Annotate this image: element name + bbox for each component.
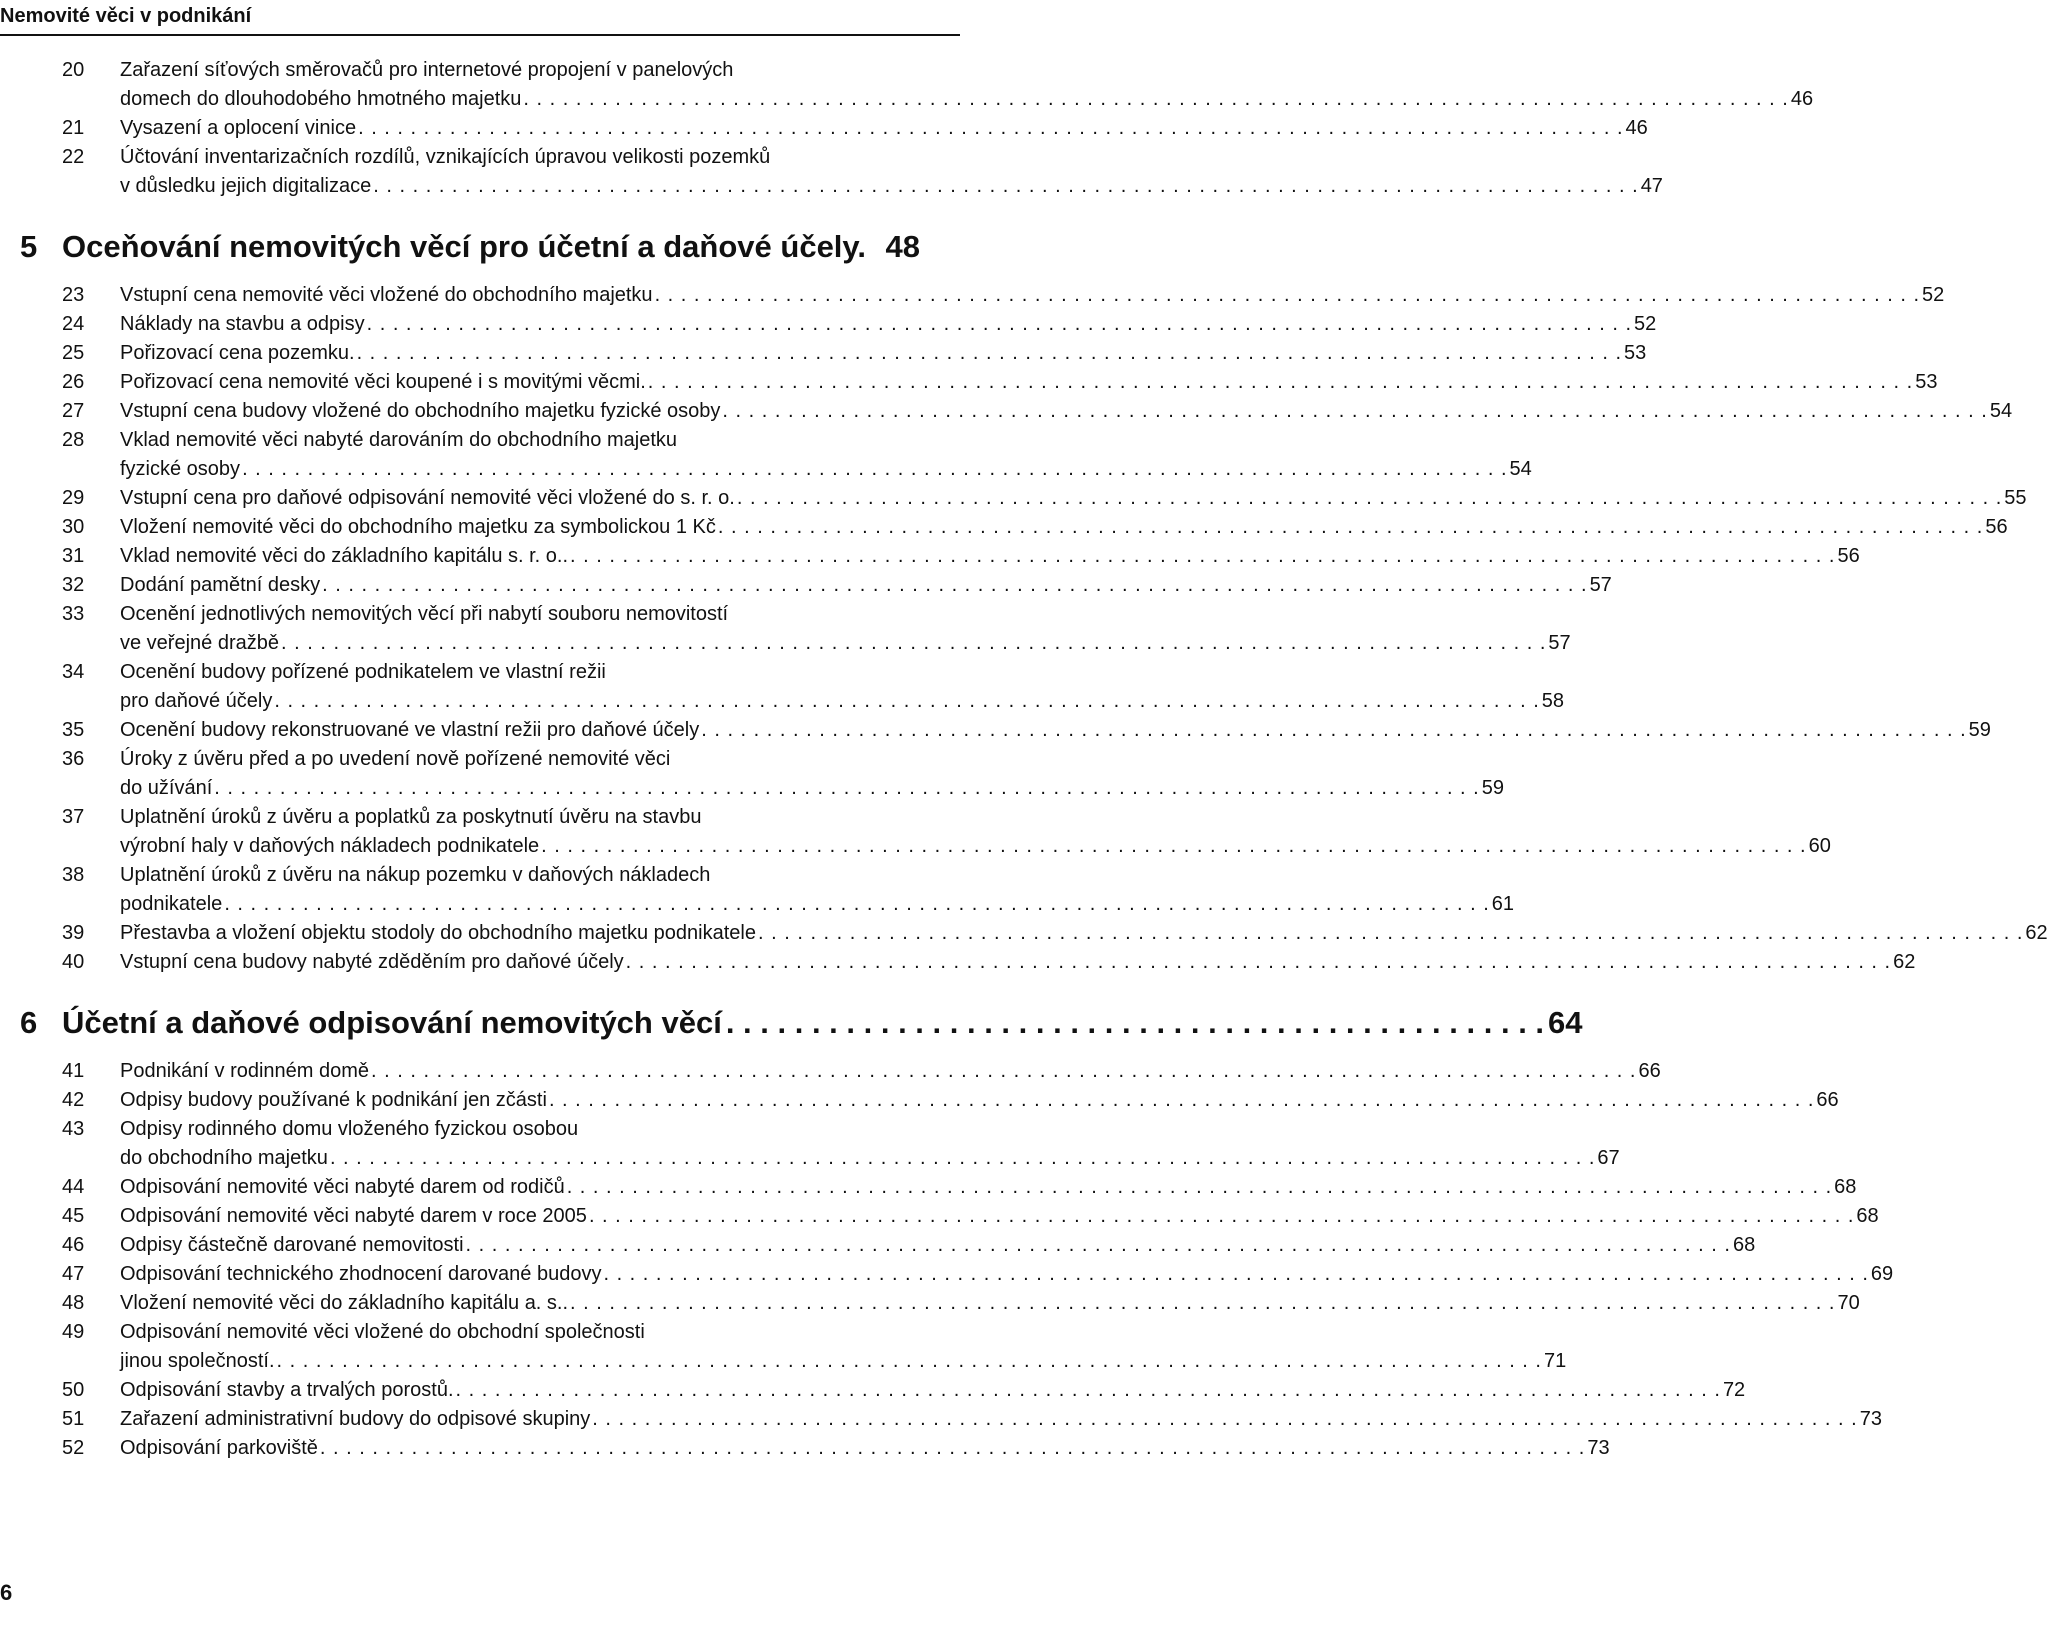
entry-page: 59 <box>1481 777 1504 799</box>
dot-leader <box>274 687 1539 716</box>
entry-page: 73 <box>1859 1408 1882 1430</box>
entry-number: 28 <box>62 429 85 451</box>
dot-leader <box>648 368 1913 397</box>
chapter-heading[interactable] <box>0 227 960 267</box>
running-header <box>0 0 960 36</box>
toc-entry[interactable] <box>0 1289 1860 1318</box>
entry-page: 57 <box>1589 574 1612 596</box>
entry-number: 52 <box>62 1437 85 1459</box>
entry-title-line: Ocenění budovy pořízené podnikatelem ve vlastní režii <box>120 661 606 683</box>
entry-page: 53 <box>1624 342 1647 364</box>
toc-entry[interactable] <box>0 143 1663 201</box>
entry-title-line: Účtování inventarizačních rozdílů, vznikajících úpravou velikosti pozemků <box>120 146 771 168</box>
toc-entry[interactable] <box>0 600 1571 658</box>
entry-number: 44 <box>62 1176 85 1198</box>
entry-number: 49 <box>62 1321 85 1343</box>
toc-entry[interactable] <box>0 658 1565 716</box>
entry-number: 27 <box>62 400 85 422</box>
entry-title-line: Odpisy rodinného domu vloženého fyzickou osobou <box>120 1118 579 1140</box>
dot-leader <box>330 1144 1595 1173</box>
entry-page: 61 <box>1491 893 1514 915</box>
dot-leader <box>655 281 1920 310</box>
entry-number: 20 <box>62 59 85 81</box>
dot-leader <box>541 832 1806 861</box>
toc-entry[interactable] <box>0 542 1860 571</box>
dot-leader <box>357 339 1622 368</box>
entry-number: 51 <box>62 1408 85 1430</box>
toc-entry[interactable] <box>0 803 1831 861</box>
entry-number: 40 <box>62 951 85 973</box>
chapter-title: Účetní a daňové odpisování nemovitých věcí <box>62 1005 722 1040</box>
toc-entry[interactable] <box>0 1405 1882 1434</box>
entry-number: 48 <box>62 1292 85 1314</box>
toc-entry[interactable] <box>0 397 2013 426</box>
dot-leader <box>603 1260 1868 1289</box>
entry-title-line: jinou společností. <box>120 1350 275 1372</box>
toc-entry[interactable] <box>0 484 2027 513</box>
entry-page: 60 <box>1808 835 1831 857</box>
entry-page: 67 <box>1597 1147 1620 1169</box>
entry-number: 21 <box>62 117 85 139</box>
toc-entry[interactable] <box>0 1202 1879 1231</box>
entry-title-line: do užívání <box>120 777 213 799</box>
dot-leader <box>722 397 1987 426</box>
entry-page: 68 <box>1732 1234 1756 1256</box>
toc-entry[interactable] <box>0 861 1514 919</box>
toc-entry[interactable] <box>0 1173 1857 1202</box>
entry-title-line: výrobní haly v daňových nákladech podnikatele <box>120 835 540 857</box>
entry-title-line: Pořizovací cena nemovité věci koupené i s movitými věcmi. <box>120 371 646 393</box>
dot-leader <box>371 1057 1636 1086</box>
table-of-contents <box>0 56 2048 1463</box>
chapter-page: 64 <box>1548 1005 1583 1040</box>
entry-title-line: podnikatele <box>120 893 223 915</box>
toc-entry[interactable] <box>0 281 1945 310</box>
entry-page: 54 <box>1509 458 1532 480</box>
dot-leader <box>758 919 2023 948</box>
dot-leader <box>320 1434 1585 1463</box>
entry-title-line: Ocenění budovy rekonstruované ve vlastní režii pro daňové účely <box>120 719 700 741</box>
entry-title-line: Vstupní cena nemovité věci vložené do obchodního majetku <box>120 284 653 306</box>
entry-number: 36 <box>62 748 85 770</box>
dot-leader <box>466 1231 1731 1260</box>
entry-number: 31 <box>62 545 85 567</box>
entry-title-line: Úroky z úvěru před a po uvedení nově pořízené nemovité věci <box>120 748 671 770</box>
entry-title-line: Vklad nemovité věci nabyté darováním do obchodního majetku <box>120 429 678 451</box>
entry-number: 46 <box>62 1234 85 1256</box>
entry-number: 38 <box>62 864 85 886</box>
toc-entry[interactable] <box>0 571 1612 600</box>
entry-number: 32 <box>62 574 85 596</box>
entry-title-line: Vklad nemovité věci do základního kapitálu s. r. o.. <box>120 545 569 567</box>
entry-page: 56 <box>1837 545 1860 567</box>
entry-title-line: Vysazení a oplocení vinice <box>120 117 357 139</box>
entry-number: 34 <box>62 661 85 683</box>
entry-title-line: Dodání pamětní desky <box>120 574 321 596</box>
entry-number: 39 <box>62 922 85 944</box>
entry-title-line: Odpisování nemovité věci nabyté darem od rodičů <box>120 1176 565 1198</box>
entry-number: 33 <box>62 603 85 625</box>
entry-title-line: Podnikání v rodinném domě <box>120 1060 370 1082</box>
entry-title-line: fyzické osoby <box>120 458 241 480</box>
entry-title-line: Vložení nemovité věci do základního kapitálu a. s.. <box>120 1292 569 1314</box>
running-header-title: Nemovité věci v podnikání <box>0 5 252 27</box>
toc-entry[interactable] <box>0 114 1648 143</box>
entry-number: 35 <box>62 719 85 741</box>
entry-title-line: Odpisování parkoviště <box>120 1437 318 1459</box>
chapter-page: 48 <box>885 229 920 264</box>
entry-number: 23 <box>62 284 85 306</box>
entry-number: 47 <box>62 1263 85 1285</box>
toc-entry[interactable] <box>0 426 1532 484</box>
entry-title-line: Vstupní cena pro daňové odpisování nemovité věci vložené do s. r. o. <box>120 487 735 509</box>
entry-number: 24 <box>62 313 85 335</box>
entry-page: 47 <box>1640 175 1663 197</box>
toc-entry[interactable] <box>0 1231 1756 1260</box>
entry-title-line: Odpisy budovy používané k podnikání jen zčásti <box>120 1089 547 1111</box>
entry-page: 52 <box>1634 313 1657 335</box>
entry-title-line: v důsledku jejich digitalizace <box>120 175 372 197</box>
entry-title-line: domech do dlouhodobého hmotného majetku <box>120 88 522 110</box>
chapter-number: 6 <box>20 1005 38 1040</box>
dot-leader <box>570 1289 1835 1318</box>
toc-entry[interactable] <box>0 339 1647 368</box>
entry-title-line: Vstupní cena budovy nabyté zděděním pro daňové účely <box>120 951 624 973</box>
entry-page: 66 <box>1816 1089 1839 1111</box>
entry-number: 42 <box>62 1089 85 1111</box>
entry-number: 37 <box>62 806 85 828</box>
dot-leader <box>737 484 2002 513</box>
entry-title-line: Pořizovací cena pozemku. <box>120 342 355 364</box>
entry-title-line: Zařazení síťových směrovačů pro internetové propojení v panelových <box>120 59 734 81</box>
entry-page: 59 <box>1968 719 1991 741</box>
dot-leader <box>567 1173 1832 1202</box>
toc-entry[interactable] <box>0 1086 1839 1115</box>
entry-page: 62 <box>2025 922 2048 944</box>
entry-page: 73 <box>1587 1437 1610 1459</box>
entry-number: 43 <box>62 1118 85 1140</box>
toc-entry[interactable] <box>0 310 1657 339</box>
entry-page: 68 <box>1856 1205 1879 1227</box>
entry-page: 68 <box>1834 1176 1857 1198</box>
toc-entry[interactable] <box>0 513 2008 542</box>
dot-leader <box>549 1086 1814 1115</box>
entry-page: 57 <box>1548 632 1571 654</box>
dot-leader <box>277 1347 1542 1376</box>
dot-leader <box>701 716 1966 745</box>
entry-number: 45 <box>62 1205 85 1227</box>
toc-entry[interactable] <box>0 1057 1661 1086</box>
dot-leader <box>214 774 1479 803</box>
entry-page: 53 <box>1915 371 1938 393</box>
entry-number: 25 <box>62 342 85 364</box>
dot-leader <box>358 114 1623 143</box>
toc-entry[interactable] <box>0 1376 1746 1405</box>
entry-title-line: Přestavba a vložení objektu stodoly do obchodního majetku podnikatele <box>120 922 756 944</box>
entry-title-line: Uplatnění úroků z úvěru na nákup pozemku v daňových nákladech <box>120 864 711 886</box>
entry-page: 66 <box>1638 1060 1661 1082</box>
dot-leader <box>456 1376 1721 1405</box>
entry-page: 72 <box>1722 1379 1746 1401</box>
toc-entry[interactable] <box>0 919 2048 948</box>
toc-entry[interactable] <box>0 948 1916 977</box>
entry-number: 22 <box>62 146 85 168</box>
entry-title-line: Vložení nemovité věci do obchodního majetku za symbolickou 1 Kč <box>120 516 716 538</box>
entry-number: 41 <box>62 1060 85 1082</box>
entry-title-line: pro daňové účely <box>120 690 273 712</box>
entry-page: 71 <box>1543 1350 1567 1372</box>
dot-leader <box>367 310 1632 339</box>
entry-page: 58 <box>1541 690 1565 712</box>
dot-leader <box>281 629 1546 658</box>
dot-leader <box>224 890 1489 919</box>
dot-leader <box>242 455 1507 484</box>
entry-page: 55 <box>2004 487 2027 509</box>
dot-leader <box>626 948 1891 977</box>
dot-leader <box>523 85 1788 114</box>
dot-leader <box>592 1405 1857 1434</box>
entry-title-line: Ocenění jednotlivých nemovitých věcí při nabytí souboru nemovitostí <box>120 603 729 625</box>
entry-title-line: Odpisování stavby a trvalých porostů. <box>120 1379 454 1401</box>
toc-entry[interactable] <box>0 56 1814 114</box>
entry-title-line: Odpisování technického zhodnocení darované budovy <box>120 1263 602 1285</box>
entry-page: 69 <box>1870 1263 1894 1285</box>
toc-entry[interactable] <box>0 1260 1894 1289</box>
dot-leader <box>373 172 1638 201</box>
entry-title-line: Náklady na stavbu a odpisy <box>120 313 365 335</box>
entry-page: 70 <box>1837 1292 1860 1314</box>
entry-page: 52 <box>1922 284 1945 306</box>
dot-leader <box>322 571 1587 600</box>
entry-number: 50 <box>62 1379 85 1401</box>
entry-page: 46 <box>1790 88 1814 110</box>
toc-entry[interactable] <box>0 1434 1610 1463</box>
toc-entry[interactable] <box>0 1318 1567 1376</box>
toc-entry[interactable] <box>0 745 1504 803</box>
entry-page: 62 <box>1893 951 1916 973</box>
entry-number: 26 <box>62 371 85 393</box>
toc-entry[interactable] <box>0 368 1938 397</box>
toc-entry[interactable] <box>0 716 1991 745</box>
entry-title-line: Odpisování nemovité věci vložené do obchodní společnosti <box>120 1321 645 1343</box>
entry-number: 29 <box>62 487 85 509</box>
entry-title-line: Vstupní cena budovy vložené do obchodního majetku fyzické osoby <box>120 400 721 422</box>
entry-title-line: Uplatnění úroků z úvěru a poplatků za poskytnutí úvěru na stavbu <box>120 806 702 828</box>
entry-page: 54 <box>1989 400 2013 422</box>
entry-number: 30 <box>62 516 85 538</box>
entry-title-line: Odpisování nemovité věci nabyté darem v roce 2005 <box>120 1205 587 1227</box>
dot-leader <box>570 542 1835 571</box>
entry-title-line: Odpisy částečně darované nemovitosti <box>120 1234 464 1256</box>
toc-entry[interactable] <box>0 1115 1620 1173</box>
dot-leader <box>718 513 1983 542</box>
dot-leader <box>589 1202 1854 1231</box>
dot-leader <box>726 1003 1544 1043</box>
chapter-title: Oceňování nemovitých věcí pro účetní a daňové účely. <box>62 229 866 264</box>
entry-page: 46 <box>1625 117 1648 139</box>
page-number: 6 <box>0 1580 13 1605</box>
entry-title-line: do obchodního majetku <box>120 1147 328 1169</box>
chapter-heading[interactable] <box>0 1003 1583 1043</box>
entry-title-line: Zařazení administrativní budovy do odpisové skupiny <box>120 1408 591 1430</box>
entry-page: 56 <box>1985 516 2008 538</box>
entry-title-line: ve veřejné dražbě <box>120 632 279 654</box>
chapter-number: 5 <box>20 229 38 264</box>
